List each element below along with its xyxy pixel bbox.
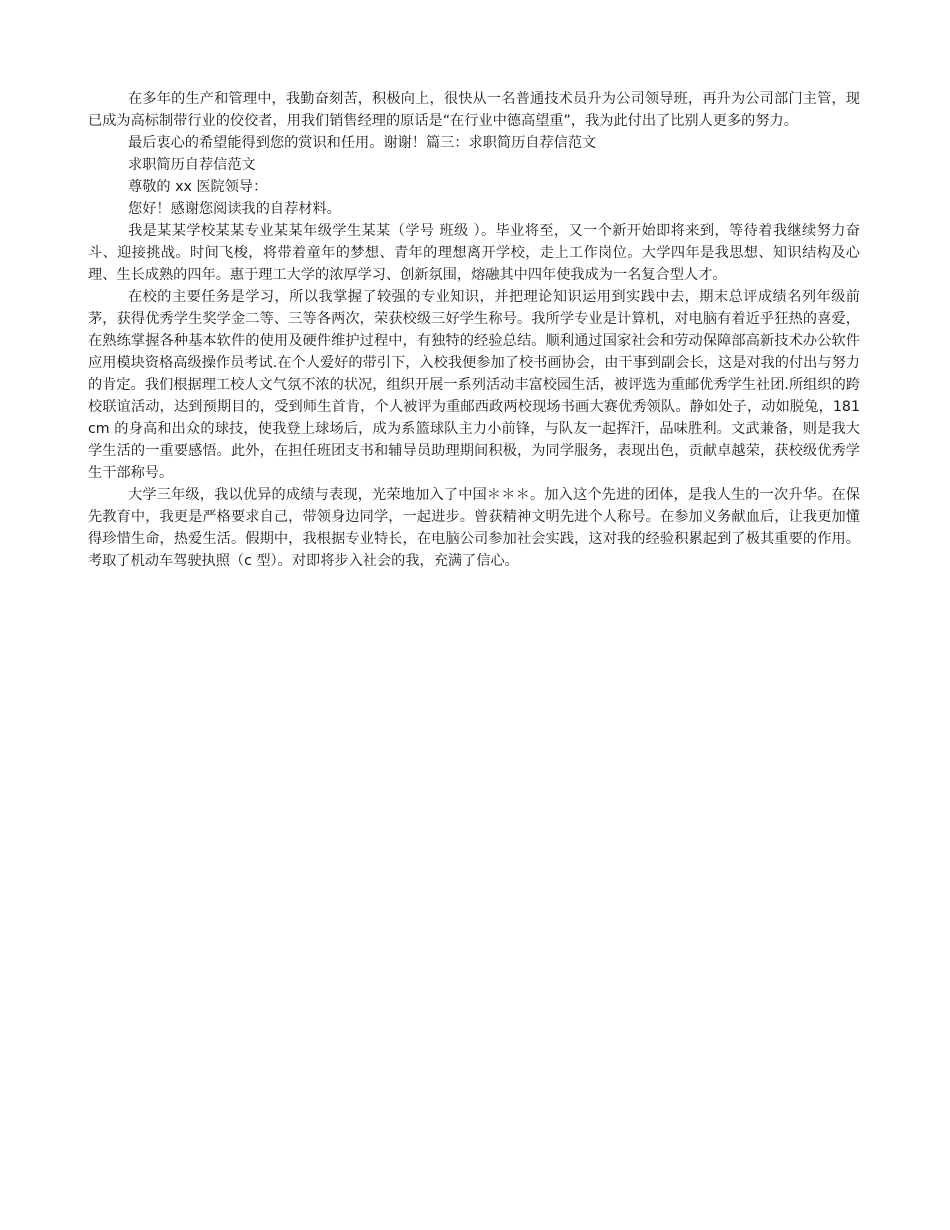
paragraph-study: 在校的主要任务是学习，所以我掌握了较强的专业知识，并把理论知识运用到实践中去，期末总评成绩名列年级前茅，获得优秀学生奖学金二等、三等各两次，荣获校级三好学生称号。我所学专业是计算机，对电脑有着近乎狂热的喜爱，在熟练掌握各种基本软件的使用及硬件维护过程中，有独特的经验总结。顺利通过国家社会和劳动保障部高新技术办公软件应用模块资格高级操作员考试.在个人爱好的带引下，入校我便参加了校书画协会，由干事到副会长，这是对我的付出与努力的肯定。我们根据理工校人文气氛不浓的状况，组织开展一系列活动丰富校园生活，被评选为重邮优秀学生社团.所组织的跨校联谊活动，达到预期目的，受到师生首肯，个人被评为重邮西政两校现场书画大赛优秀领队。静如处子，动如脱兔，181cm 的身高和出众的球技，使我登上球场后，成为系篮球队主力小前锋，与队友一起挥汗，品味胜利。文武兼备，则是我大学生活的一重要感悟。此外，在担任班团支书和辅导员助理期间积极，为同学服务，表现出色，贡献卓越荣，获校级优秀学生干部称号。	[88, 289, 860, 481]
paragraph-introduction: 我是某某学校某某专业某某年级学生某某（学号 班级 ）。毕业将至，又一个新开始即将来到，等待着我继续努力奋斗、迎接挑战。时间飞梭，将带着童年的梦想、青年的理想离开学校，走上工作岗位。大学四年是我思想、知识结构及心理、生长成熟的四年。惠于理工大学的浓厚学习、创新氛围，熔融其中四年使我成为一名复合型人才。	[88, 223, 860, 283]
section-title: 求职简历自荐信范文	[128, 157, 256, 173]
paragraph-career: 在多年的生产和管理中，我勤奋刻苦，积极向上，很快从一名普通技术员升为公司领导班，再升为公司部门主管，现已成为高标制带行业的佼佼者，用我们销售经理的原话是“在行业中德高望重”，我为此付出了比别人更多的努力。	[88, 91, 860, 129]
greeting: 您好！感谢您阅读我的自荐材料。	[128, 201, 341, 217]
salutation: 尊敬的 xx 医院领导：	[128, 179, 268, 195]
paragraph-closing: 最后衷心的希望能得到您的赏识和任用。谢谢！篇三：求职简历自荐信范文	[128, 135, 597, 151]
document-body	[88, 88, 860, 572]
paragraph-third-year: 大学三年级，我以优异的成绩与表现，光荣地加入了中国＊＊＊。加入这个先进的团体，是我人生的一次升华。在保先教育中，我更是严格要求自己，带领身边同学，一起进步。曾获精神文明先进个人称号。在参加义务献血后，让我更加懂得珍惜生命，热爱生活。假期中，我根据专业特长，在电脑公司参加社会实践，这对我的经验积累起到了极其重要的作用。考取了机动车驾驶执照（c 型）。对即将步入社会的我，充满了信心。	[88, 487, 860, 569]
